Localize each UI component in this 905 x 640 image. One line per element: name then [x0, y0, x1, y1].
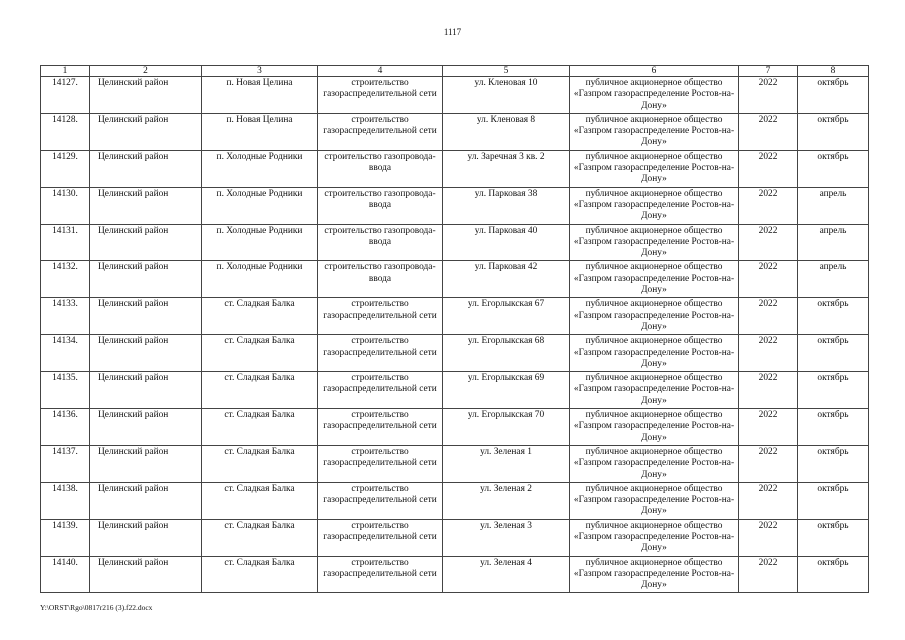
year-cell: 2022	[739, 556, 798, 593]
district-cell: Целинский район	[90, 298, 202, 335]
data-table	[40, 65, 869, 593]
month-cell: октябрь	[798, 482, 869, 519]
organization-cell: публичное акционерное общество «Газпром газораспределение Ростов-на-Дону»	[570, 556, 739, 593]
year-cell: 2022	[739, 372, 798, 409]
settlement-cell: ст. Сладкая Балка	[202, 298, 318, 335]
organization-cell: публичное акционерное общество «Газпром газораспределение Ростов-на-Дону»	[570, 335, 739, 372]
organization-cell: публичное акционерное общество «Газпром газораспределение Ростов-на-Дону»	[570, 482, 739, 519]
column-header: 5	[443, 66, 570, 77]
table-row	[41, 445, 869, 482]
year-cell: 2022	[739, 335, 798, 372]
table-row	[41, 261, 869, 298]
year-cell: 2022	[739, 224, 798, 261]
month-cell: октябрь	[798, 77, 869, 114]
file-path-footer: Y:\ORST\Rgo\0817r216 (3).f22.docx	[40, 603, 153, 612]
year-cell: 2022	[739, 187, 798, 224]
work-type-cell: строительство газопровода-ввода	[318, 150, 443, 187]
district-cell: Целинский район	[90, 187, 202, 224]
settlement-cell: ст. Сладкая Балка	[202, 445, 318, 482]
district-cell: Целинский район	[90, 224, 202, 261]
month-cell: октябрь	[798, 298, 869, 335]
table-row	[41, 187, 869, 224]
address-cell: ул. Егорлыкская 67	[443, 298, 570, 335]
district-cell: Целинский район	[90, 445, 202, 482]
table-row	[41, 298, 869, 335]
organization-cell: публичное акционерное общество «Газпром газораспределение Ростов-на-Дону»	[570, 77, 739, 114]
organization-cell: публичное акционерное общество «Газпром газораспределение Ростов-на-Дону»	[570, 113, 739, 150]
organization-cell: публичное акционерное общество «Газпром газораспределение Ростов-на-Дону»	[570, 261, 739, 298]
table-row	[41, 409, 869, 446]
row-number: 14140.	[41, 556, 90, 593]
year-cell: 2022	[739, 77, 798, 114]
year-cell: 2022	[739, 519, 798, 556]
work-type-cell: строительство газораспределительной сети	[318, 113, 443, 150]
organization-cell: публичное акционерное общество «Газпром газораспределение Ростов-на-Дону»	[570, 298, 739, 335]
row-number: 14133.	[41, 298, 90, 335]
address-cell: ул. Егорлыкская 70	[443, 409, 570, 446]
district-cell: Целинский район	[90, 556, 202, 593]
district-cell: Целинский район	[90, 77, 202, 114]
column-header: 7	[739, 66, 798, 77]
table-row	[41, 335, 869, 372]
table-row	[41, 77, 869, 114]
settlement-cell: ст. Сладкая Балка	[202, 556, 318, 593]
row-number: 14131.	[41, 224, 90, 261]
page-number: 1117	[443, 27, 462, 37]
work-type-cell: строительство газопровода-ввода	[318, 261, 443, 298]
work-type-cell: строительство газораспределительной сети	[318, 445, 443, 482]
year-cell: 2022	[739, 409, 798, 446]
district-cell: Целинский район	[90, 150, 202, 187]
month-cell: апрель	[798, 261, 869, 298]
column-header: 4	[318, 66, 443, 77]
district-cell: Целинский район	[90, 335, 202, 372]
column-header: 1	[41, 66, 90, 77]
row-number: 14134.	[41, 335, 90, 372]
work-type-cell: строительство газораспределительной сети	[318, 298, 443, 335]
address-cell: ул. Кленовая 8	[443, 113, 570, 150]
year-cell: 2022	[739, 113, 798, 150]
address-cell: ул. Кленовая 10	[443, 77, 570, 114]
month-cell: октябрь	[798, 113, 869, 150]
month-cell: октябрь	[798, 409, 869, 446]
table-body	[41, 77, 869, 593]
address-cell: ул. Парковая 40	[443, 224, 570, 261]
district-cell: Целинский район	[90, 482, 202, 519]
work-type-cell: строительство газораспределительной сети	[318, 519, 443, 556]
table-row	[41, 556, 869, 593]
table-row	[41, 113, 869, 150]
settlement-cell: п. Холодные Родники	[202, 261, 318, 298]
district-cell: Целинский район	[90, 409, 202, 446]
address-cell: ул. Зеленая 3	[443, 519, 570, 556]
work-type-cell: строительство газораспределительной сети	[318, 409, 443, 446]
month-cell: октябрь	[798, 445, 869, 482]
organization-cell: публичное акционерное общество «Газпром газораспределение Ростов-на-Дону»	[570, 372, 739, 409]
row-number: 14127.	[41, 77, 90, 114]
settlement-cell: ст. Сладкая Балка	[202, 519, 318, 556]
row-number: 14138.	[41, 482, 90, 519]
month-cell: апрель	[798, 187, 869, 224]
column-header: 8	[798, 66, 869, 77]
settlement-cell: ст. Сладкая Балка	[202, 335, 318, 372]
address-cell: ул. Зеленая 2	[443, 482, 570, 519]
address-cell: ул. Зеленая 4	[443, 556, 570, 593]
month-cell: октябрь	[798, 335, 869, 372]
work-type-cell: строительство газораспределительной сети	[318, 482, 443, 519]
organization-cell: публичное акционерное общество «Газпром газораспределение Ростов-на-Дону»	[570, 187, 739, 224]
row-number: 14130.	[41, 187, 90, 224]
address-cell: ул. Егорлыкская 69	[443, 372, 570, 409]
settlement-cell: п. Новая Целина	[202, 113, 318, 150]
address-cell: ул. Парковая 42	[443, 261, 570, 298]
column-header: 2	[90, 66, 202, 77]
row-number: 14129.	[41, 150, 90, 187]
column-header-row	[41, 66, 869, 77]
month-cell: октябрь	[798, 556, 869, 593]
work-type-cell: строительство газопровода-ввода	[318, 224, 443, 261]
year-cell: 2022	[739, 261, 798, 298]
work-type-cell: строительство газораспределительной сети	[318, 77, 443, 114]
address-cell: ул. Заречная 3 кв. 2	[443, 150, 570, 187]
address-cell: ул. Зеленая 1	[443, 445, 570, 482]
year-cell: 2022	[739, 445, 798, 482]
year-cell: 2022	[739, 298, 798, 335]
year-cell: 2022	[739, 482, 798, 519]
month-cell: октябрь	[798, 519, 869, 556]
month-cell: октябрь	[798, 372, 869, 409]
organization-cell: публичное акционерное общество «Газпром газораспределение Ростов-на-Дону»	[570, 224, 739, 261]
table-row	[41, 150, 869, 187]
table-row	[41, 519, 869, 556]
address-cell: ул. Парковая 38	[443, 187, 570, 224]
address-cell: ул. Егорлыкская 68	[443, 335, 570, 372]
year-cell: 2022	[739, 150, 798, 187]
column-header: 3	[202, 66, 318, 77]
settlement-cell: ст. Сладкая Балка	[202, 409, 318, 446]
table-row	[41, 224, 869, 261]
row-number: 14136.	[41, 409, 90, 446]
settlement-cell: п. Новая Целина	[202, 77, 318, 114]
month-cell: октябрь	[798, 150, 869, 187]
settlement-cell: п. Холодные Родники	[202, 224, 318, 261]
settlement-cell: п. Холодные Родники	[202, 150, 318, 187]
row-number: 14139.	[41, 519, 90, 556]
organization-cell: публичное акционерное общество «Газпром газораспределение Ростов-на-Дону»	[570, 409, 739, 446]
work-type-cell: строительство газораспределительной сети	[318, 335, 443, 372]
row-number: 14135.	[41, 372, 90, 409]
settlement-cell: ст. Сладкая Балка	[202, 372, 318, 409]
work-type-cell: строительство газораспределительной сети	[318, 556, 443, 593]
work-type-cell: строительство газораспределительной сети	[318, 372, 443, 409]
table-row	[41, 482, 869, 519]
organization-cell: публичное акционерное общество «Газпром газораспределение Ростов-на-Дону»	[570, 150, 739, 187]
settlement-cell: ст. Сладкая Балка	[202, 482, 318, 519]
district-cell: Целинский район	[90, 519, 202, 556]
organization-cell: публичное акционерное общество «Газпром газораспределение Ростов-на-Дону»	[570, 445, 739, 482]
row-number: 14132.	[41, 261, 90, 298]
column-header: 6	[570, 66, 739, 77]
work-type-cell: строительство газопровода-ввода	[318, 187, 443, 224]
table-row	[41, 372, 869, 409]
district-cell: Целинский район	[90, 372, 202, 409]
district-cell: Целинский район	[90, 113, 202, 150]
district-cell: Целинский район	[90, 261, 202, 298]
month-cell: апрель	[798, 224, 869, 261]
settlement-cell: п. Холодные Родники	[202, 187, 318, 224]
organization-cell: публичное акционерное общество «Газпром газораспределение Ростов-на-Дону»	[570, 519, 739, 556]
row-number: 14128.	[41, 113, 90, 150]
row-number: 14137.	[41, 445, 90, 482]
